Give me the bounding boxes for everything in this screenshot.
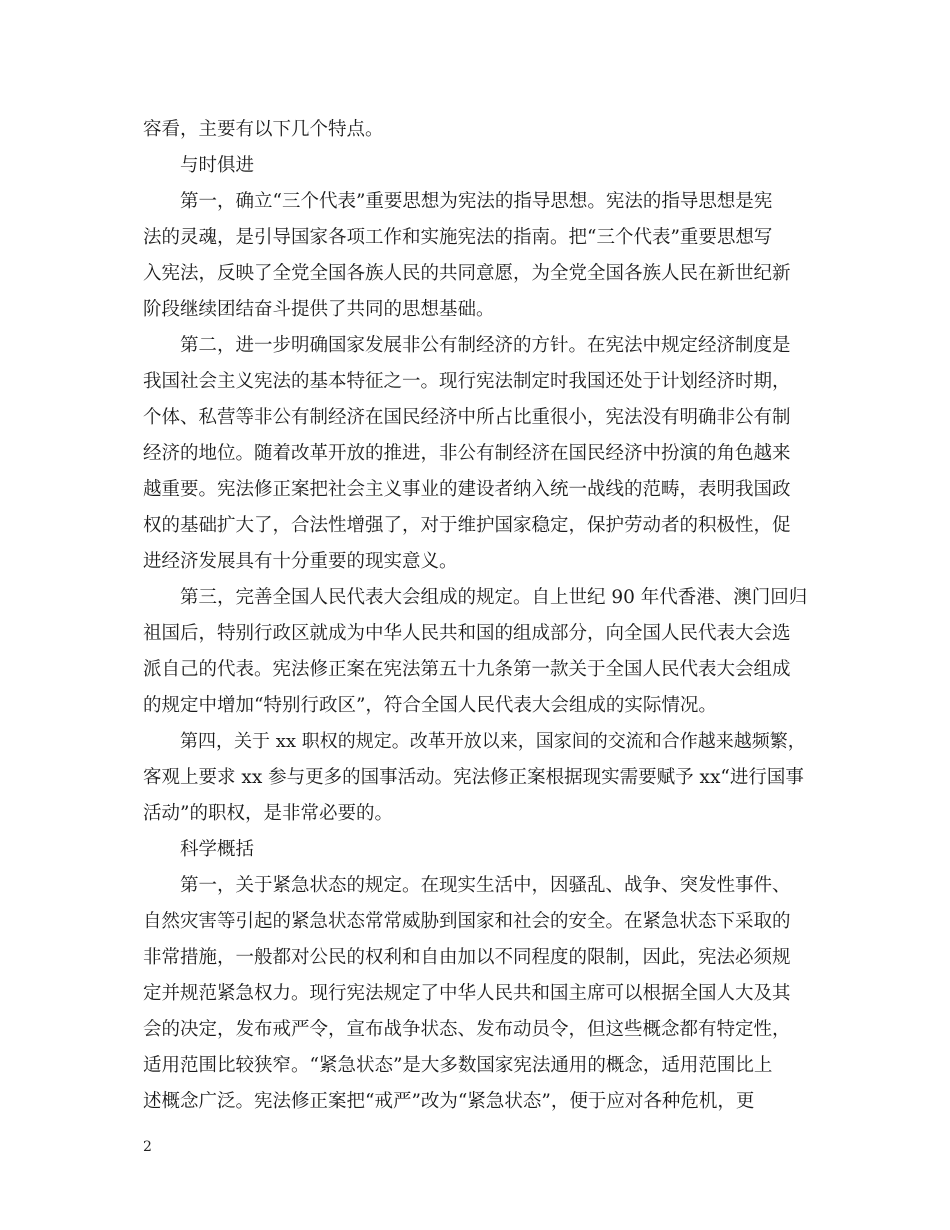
text-line: 个体、私营等非公有制经济在国民经济中所占比重很小，宪法没有明确非公有制 — [143, 407, 791, 428]
text-line: 第四，关于 xx 职权的规定。改革开放以来，国家间的交流和合作越来越频繁， — [180, 731, 806, 752]
text-line: 权的基础扩大了，合法性增强了，对于维护国家稳定，保护劳动者的积极性，促 — [143, 515, 791, 536]
text-line: 第一，确立“三个代表”重要思想为宪法的指导思想。宪法的指导思想是宪 — [180, 191, 773, 212]
text-line: 容看，主要有以下几个特点。 — [143, 119, 384, 140]
text-line: 定并规范紧急权力。现行宪法规定了中华人民共和国主席可以根据全国人大及其 — [143, 983, 791, 1004]
text-line: 自然灾害等引起的紧急状态常常威胁到国家和社会的安全。在紧急状态下采取的 — [143, 911, 791, 932]
text-line: 入宪法，反映了全党全国各族人民的共同意愿，为全党全国各族人民在新世纪新 — [143, 263, 791, 284]
text-line: 述概念广泛。宪法修正案把“戒严”改为“紧急状态”，便于应对各种危机，更 — [143, 1091, 755, 1112]
text-line: 经济的地位。随着改革开放的推进，非公有制经济在国民经济中扮演的角色越来 — [143, 443, 791, 464]
text-line: 非常措施，一般都对公民的权利和自由加以不同程度的限制，因此，宪法必须规 — [143, 947, 791, 968]
text-line: 适用范围比较狭窄。“紧急状态”是大多数国家宪法通用的概念，适用范围比上 — [143, 1055, 773, 1076]
text-line: 法的灵魂，是引导国家各项工作和实施宪法的指南。把“三个代表”重要思想写 — [143, 227, 773, 248]
text-line: 祖国后，特别行政区就成为中华人民共和国的组成部分，向全国人民代表大会选 — [143, 623, 791, 644]
text-line: 我国社会主义宪法的基本特征之一。现行宪法制定时我国还处于计划经济时期， — [143, 371, 791, 392]
text-line: 第一，关于紧急状态的规定。在现实生活中，因骚乱、战争、突发性事件、 — [180, 875, 791, 896]
document-body — [143, 112, 813, 1120]
page-number: 2 — [143, 1139, 152, 1155]
text-line: 进经济发展具有十分重要的现实意义。 — [143, 551, 458, 572]
text-line: 与时俱进 — [180, 155, 255, 176]
text-line: 第二，进一步明确国家发展非公有制经济的方针。在宪法中规定经济制度是 — [180, 335, 791, 356]
text-line: 活动”的职权，是非常必要的。 — [143, 803, 393, 824]
text-line: 阶段继续团结奋斗提供了共同的思想基础。 — [143, 299, 495, 320]
text-line: 越重要。宪法修正案把社会主义事业的建设者纳入统一战线的范畴，表明我国政 — [143, 479, 791, 500]
text-line: 派自己的代表。宪法修正案在宪法第五十九条第一款关于全国人民代表大会组成 — [143, 659, 791, 680]
text-line: 客观上要求 xx 参与更多的国事活动。宪法修正案根据现实需要赋予 xx“进行国事 — [143, 767, 804, 788]
text-line: 第三，完善全国人民代表大会组成的规定。自上世纪 90 年代香港、澳门回归 — [180, 587, 808, 608]
text-line: 会的决定，发布戒严令，宣布战争状态、发布动员令，但这些概念都有特定性， — [143, 1019, 791, 1040]
text-line: 的规定中增加“特别行政区”，符合全国人民代表大会组成的实际情况。 — [143, 695, 717, 716]
text-line: 科学概括 — [180, 839, 255, 860]
